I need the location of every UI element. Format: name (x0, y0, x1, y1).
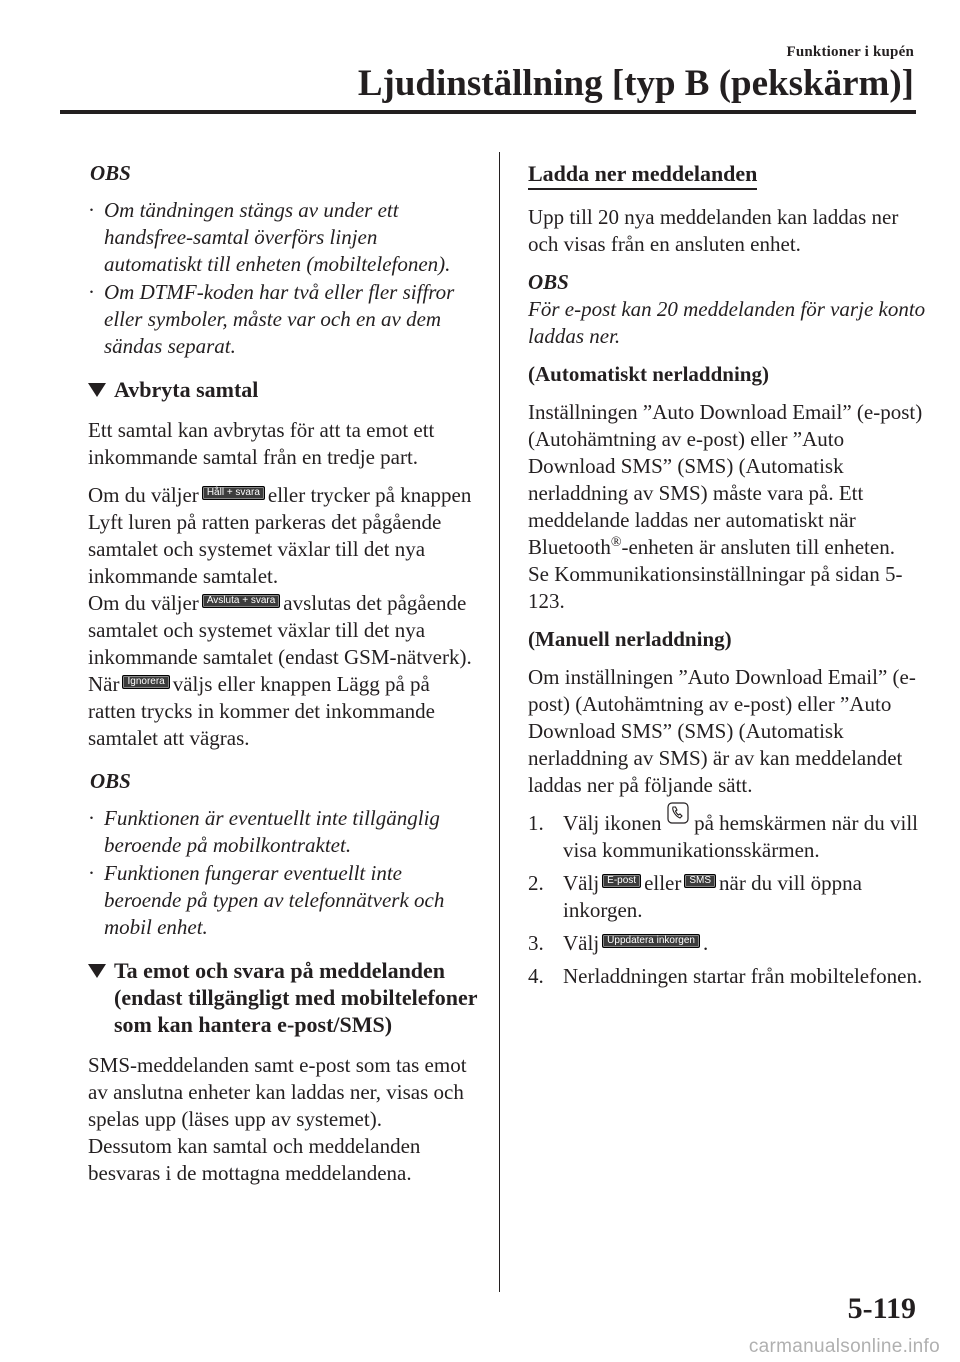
note-list (88, 805, 480, 941)
paragraph: Ett samtal kan avbrytas för att ta emot ett inkommande samtal från en tredje part. (88, 418, 435, 469)
ignore-button: Ignorera (122, 675, 169, 689)
triangle-bullet-icon (88, 383, 106, 397)
paragraph: Om du väljer Avsluta + svara avslutas det pågående samtalet och systemet växlar till det nya inkommande samtalet (endast GSM-nätverk). (88, 591, 472, 669)
list-item: · Funktionen fungerar eventuellt inte beroende på typen av telefonnätverk och mobil enhet. (88, 861, 445, 939)
note-label: OBS (90, 769, 131, 793)
list-item: · Om tändningen stängs av under ett handsfree-samtal överförs linjen automatiskt till enheten (mobiltelefonen). (88, 198, 451, 276)
column-divider (499, 152, 500, 1292)
subsection-heading: Ladda ner meddelanden (528, 160, 757, 190)
list-item: · Funktionen är eventuellt inte tillgänglig beroende på mobilkontraktet. (88, 806, 440, 857)
triangle-bullet-icon (88, 964, 106, 978)
update-inbox-button: Uppdatera inkorgen (602, 934, 700, 948)
page-number: 5-119 (847, 1292, 916, 1325)
left-column (88, 160, 480, 1198)
paragraph: När Ignorera väljs eller knappen Lägg på på ratten trycks in kommer det inkommande samtalet att vägras. (88, 672, 435, 750)
paragraph: Om du väljer Håll + svara eller trycker på knappen Lyft luren på ratten parkeras det pågående samtalet och systemet växlar till det nya inkommande samtalet. (88, 483, 472, 588)
hold-answer-button: Håll + svara (202, 486, 265, 500)
phone-icon (667, 802, 689, 824)
list-item: 4. Nerladdningen startar från mobiltelefonen. (528, 964, 923, 988)
steps-list (528, 810, 928, 990)
right-column (528, 160, 928, 996)
note-text: För e-post kan 20 meddelanden för varje konto laddas ner. (528, 297, 926, 348)
subheading: (Automatiskt nerladdning) (528, 362, 769, 386)
paragraph: Upp till 20 nya meddelanden kan laddas ner och visas från en ansluten enhet. (528, 205, 899, 256)
email-button: E-post (602, 874, 641, 888)
paragraph: Dessutom kan samtal och meddelanden besvaras i de mottagna meddelandena. (88, 1134, 421, 1185)
list-item: 1. Välj ikonen på hemskärmen när du vill visa kommunikationsskärmen. (528, 810, 928, 864)
section-heading: Ta emot och svara på meddelanden (endast tillgängligt med mobiltelefoner som kan hantera e-post/SMS) (88, 957, 480, 1038)
header-rule (60, 110, 916, 114)
end-answer-button: Avsluta + svara (202, 594, 280, 608)
page-title: Ljudinställning [typ B (pekskärm)] (357, 63, 914, 104)
note-list (88, 197, 480, 360)
note-label: OBS (90, 161, 131, 185)
paragraph: Inställningen ”Auto Download Email” (e-post) (Autohämtning av e-post) eller ”Auto Download SMS” (SMS) (Automatisk nerladdning av SMS) måste vara på. Ett meddelande laddas ner automatiskt när Bluetooth®-enheten är ansluten till enheten. (528, 400, 923, 559)
paragraph: SMS-meddelanden samt e-post som tas emot av anslutna enheter kan laddas ner, visas och spelas upp (läses upp av systemet). (88, 1053, 467, 1131)
note-label: OBS (528, 270, 569, 294)
list-item: 3. Välj Uppdatera inkorgen . (528, 931, 709, 955)
sms-button: SMS (684, 874, 716, 888)
list-item: · Om DTMF-koden har två eller fler siffror eller symboler, måste var och en av dem sändas separat. (88, 280, 455, 358)
subheading: (Manuell nerladdning) (528, 627, 732, 651)
section-heading: Avbryta samtal (88, 376, 480, 403)
list-item: 2. Välj E-post eller SMS när du vill öppna inkorgen. (528, 871, 862, 922)
watermark: carmanualsonline.info (748, 1336, 940, 1357)
paragraph: Se Kommunikationsinställningar på sidan 5-123. (528, 562, 903, 613)
header-section-label: Funktioner i kupén (786, 44, 914, 60)
paragraph: Om inställningen ”Auto Download Email” (e-post) (Autohämtning av e-post) eller ”Auto Download SMS” (SMS) (Automatisk nerladdning av SMS) är av kan meddelandet laddas ner på följande sätt. (528, 665, 916, 797)
